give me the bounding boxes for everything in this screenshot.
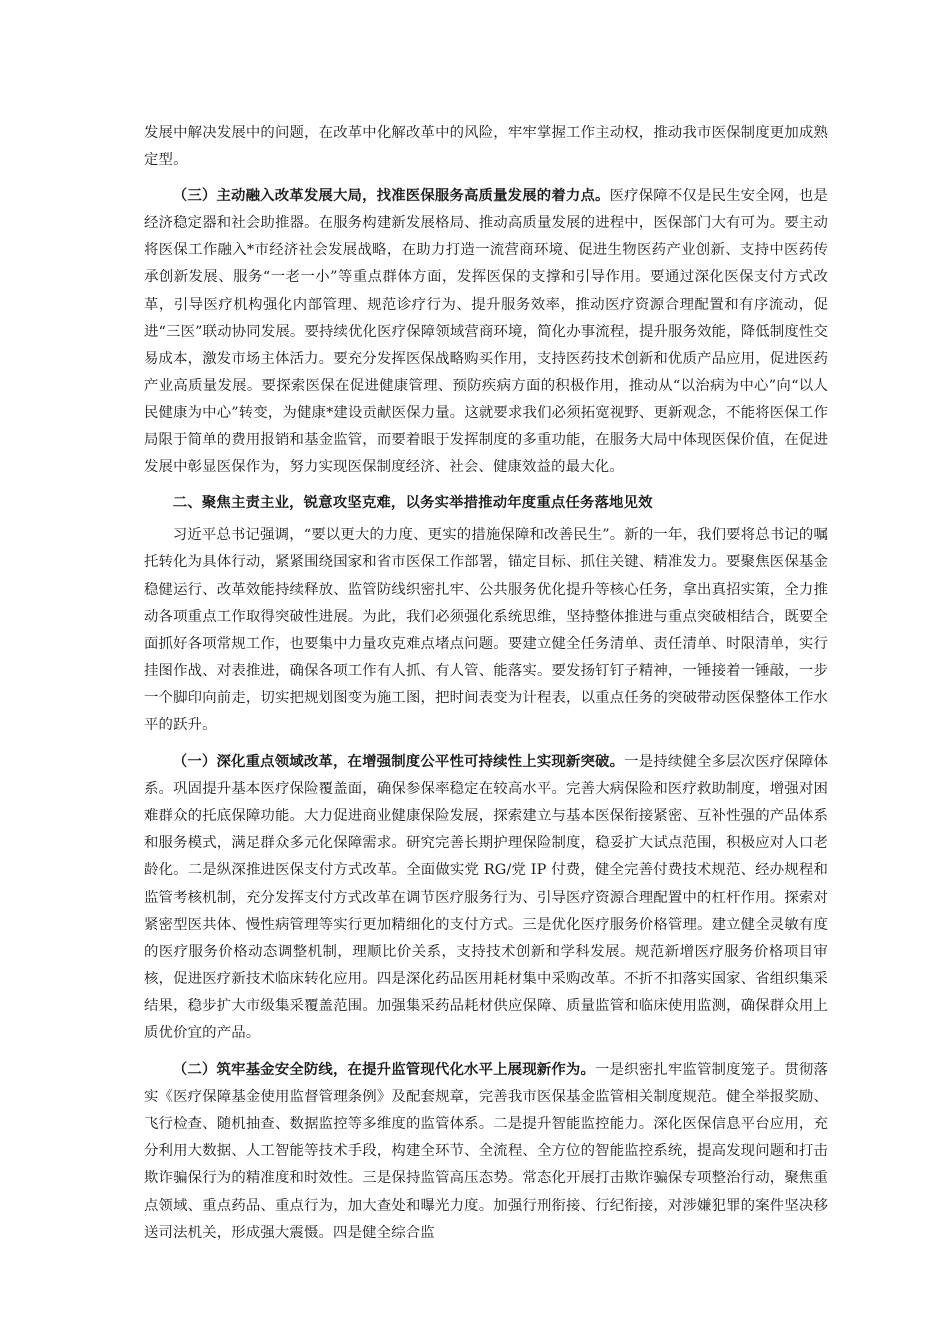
paragraph-section-3 <box>144 182 828 481</box>
paragraph-subsection-1 <box>144 748 828 1047</box>
subsection-2-body: 一是织密扎牢监管制度笼子。贯彻落实《医疗保障基金使用监督管理条例》及配套规章，完善我市医保基金监管相关制度规范。健全举报奖励、飞行检查、随机抽查、数据监控等多维度的监管体系。二是提升智能监控能力。深化医保信息平台应用，充分利用大数据、人工智能等技术手段，构建全环节、全流程、全方位的智能监控系统，提高发现问题和打击欺诈骗保行为的精准度和时效性。三是保持监管高压态势。常态化开展打击欺诈骗保专项整治行动，聚焦重点领域、重点药品、重点行为，加大查处和曝光力度。加强行刑衔接、行纪衔接，对涉嫌犯罪的案件坚决移送司法机关，形成强大震慑。四是健全综合监 <box>144 1062 828 1241</box>
subsection-1-body: 一是持续健全多层次医疗保障体系。巩固提升基本医疗保险覆盖面，确保参保率稳定在较高水平。完善大病保险和医疗救助制度，增强对困难群众的托底保障功能。大力促进商业健康保险发展，探索建立与基本医保衔接紧密、互补性强的产品体系和服务模式，满足群众多元化保障需求。研究完善长期护理保险制度，稳妥扩大试点范围，积极应对人口老龄化。二是纵深推进医保支付方式改革。全面做实党 RG/党 IP 付费，健全完善付费技术规范、经办规程和监管考核机制，充分发挥支付方式改革在调节医疗服务行为、引导医疗资源合理配置中的杠杆作用。探索对紧密型医共体、慢性病管理等实行更加精细化的支付方式。三是优化医疗服务价格管理。建立健全灵敏有度的医疗服务价格动态调整机制，理顺比价关系，支持技术创新和学科发展。规范新增医疗服务价格项目审核，促进医疗新技术临床转化应用。四是深化药品医用耗材集中采购改革。不折不扣落实国家、省组织集采结果，稳步扩大市级集采覆盖范围。加强集采药品耗材供应保障、质量监管和临床使用监测，确保群众用上质优价宜的产品。 <box>144 754 828 1041</box>
section-3-body: 医疗保障不仅是民生安全网，也是经济稳定器和社会助推器。在服务构建新发展格局、推动高质量发展的进程中，医保部门大有可为。要主动将医保工作融入*市经济社会发展战略，在助力打造一流营商环境、促进生物医药产业创新、支持中医药传承创新发展、服务“一老一小”等重点群体方面，发挥医保的支撑和引导作用。要通过深化医保支付方式改革，引导医疗机构强化内部管理、规范诊疗行为、提升服务效率，推动医疗资源合理配置和有序流动，促进“三医”联动协同发展。要持续优化医疗保障领域营商环境，简化办事流程，提升服务效能，降低制度性交易成本，激发市场主体活力。要充分发挥医保战略购买作用，支持医药技术创新和优质产品应用，促进医药产业高质量发展。要探索医保在促进健康管理、预防疾病方面的积极作用，推动从“以治病为中心”向“以人民健康为中心”转变，为健康*建设贡献医保力量。这就要求我们必须拓宽视野、更新观念，不能将医保工作局限于简单的费用报销和基金监管，而要着眼于发挥制度的多重功能，在服务大局中体现医保价值，在促进发展中彰显医保作为，努力实现医保制度经济、社会、健康效益的最大化。 <box>144 188 828 476</box>
paragraph-part-2-intro: 习近平总书记强调，“要以更大的力度、更实的措施保障和改善民生”。新的一年，我们要将总书记的嘱托转化为具体行动，紧紧围绕国家和省市医保工作部署，锚定目标、抓住关键、精准发力。要聚焦医保基金稳健运行、改革效能持续释放、监管防线织密扎牢、公共服务优化提升等核心任务，拿出真招实策，全力推动各项重点工作取得突破性进展。为此，我们必须强化系统思维，坚持整体推进与重点突破相结合，既要全面抓好各项常规工作，也要集中力量攻克难点堵点问题。要建立健全任务清单、责任清单、时限清单，实行挂图作战、对表推进，确保各项工作有人抓、有人管、能落实。要发扬钉钉子精神，一锤接着一锤敲，一步一个脚印向前走，切实把规划图变为施工图，把时间表变为计程表，以重点任务的突破带动医保整体工作水平的跃升。 <box>144 527 828 733</box>
paragraph-subsection-2 <box>144 1056 828 1247</box>
subsection-1-lead: （一）深化重点领域改革，在增强制度公平性可持续性上实现新突破。 <box>172 753 625 771</box>
document-page <box>144 120 828 1247</box>
subsection-2-lead: （二）筑牢基金安全防线，在提升监管现代化水平上展现新作为。 <box>172 1061 596 1079</box>
paragraph-continuation: 发展中解决发展中的问题，在改革中化解改革中的风险，牢牢掌握工作主动权，推动我市医保制度更加成熟定型。 <box>144 125 828 169</box>
section-3-lead: （三）主动融入改革发展大局，找准医保服务高质量发展的着力点。 <box>172 187 610 205</box>
heading-part-2: 二、聚焦主责主业，锐意攻坚克难，以务实举措推动年度重点任务落地见效 <box>172 494 653 512</box>
